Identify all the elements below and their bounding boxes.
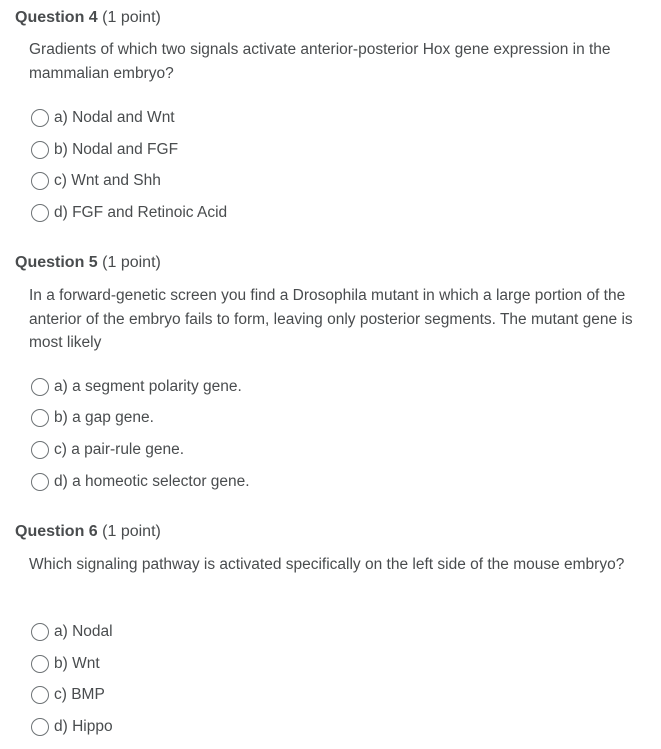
radio-button[interactable]	[31, 409, 49, 427]
question-header	[15, 522, 161, 542]
choice-label: b) a gap gene.	[54, 409, 154, 426]
question-title: Question 6	[15, 523, 98, 540]
choice-label: a) Nodal and Wnt	[54, 109, 175, 126]
question-header	[15, 8, 161, 28]
question-points: (1 point)	[102, 9, 161, 26]
question-text: In a forward-genetic screen you find a Drosophila mutant in which a large portion of the anterior of the embryo fails to form, leaving only posterior segments. The mutant gene is most likely	[29, 287, 633, 351]
choice-a[interactable]	[31, 376, 242, 398]
radio-button[interactable]	[31, 204, 49, 222]
question-title: Question 4	[15, 9, 98, 26]
radio-button[interactable]	[31, 686, 49, 704]
choice-d[interactable]	[31, 716, 113, 738]
radio-button[interactable]	[31, 718, 49, 736]
question-text: Which signaling pathway is activated specifically on the left side of the mouse embryo?	[29, 556, 625, 573]
choice-label: d) Hippo	[54, 718, 113, 735]
radio-button[interactable]	[31, 141, 49, 159]
question-text: Gradients of which two signals activate anterior-posterior Hox gene expression in the mammalian embryo?	[29, 41, 611, 82]
radio-button[interactable]	[31, 655, 49, 673]
question-points: (1 point)	[102, 523, 161, 540]
radio-button[interactable]	[31, 109, 49, 127]
choice-label: c) Wnt and Shh	[54, 172, 161, 189]
radio-button[interactable]	[31, 378, 49, 396]
choice-label: c) a pair-rule gene.	[54, 441, 185, 458]
choice-d[interactable]	[31, 202, 227, 224]
choice-a[interactable]	[31, 621, 113, 643]
choice-d[interactable]	[31, 471, 250, 493]
radio-button[interactable]	[31, 473, 49, 491]
radio-button[interactable]	[31, 172, 49, 190]
choice-c[interactable]	[31, 439, 184, 461]
choice-label: c) BMP	[54, 686, 105, 703]
choice-label: a) a segment polarity gene.	[54, 378, 242, 395]
choice-label: b) Wnt	[54, 655, 100, 672]
question-header	[15, 253, 161, 273]
choice-label: d) FGF and Retinoic Acid	[54, 204, 228, 221]
choice-label: d) a homeotic selector gene.	[54, 473, 250, 490]
choice-b[interactable]	[31, 407, 154, 429]
choice-a[interactable]	[31, 107, 175, 129]
radio-button[interactable]	[31, 441, 49, 459]
choice-c[interactable]	[31, 170, 161, 192]
choice-label: a) Nodal	[54, 623, 113, 640]
question-points: (1 point)	[102, 254, 161, 271]
choice-c[interactable]	[31, 684, 105, 706]
choice-b[interactable]	[31, 139, 178, 161]
question-title: Question 5	[15, 254, 98, 271]
radio-button[interactable]	[31, 623, 49, 641]
choice-label: b) Nodal and FGF	[54, 141, 179, 158]
choice-b[interactable]	[31, 653, 100, 675]
